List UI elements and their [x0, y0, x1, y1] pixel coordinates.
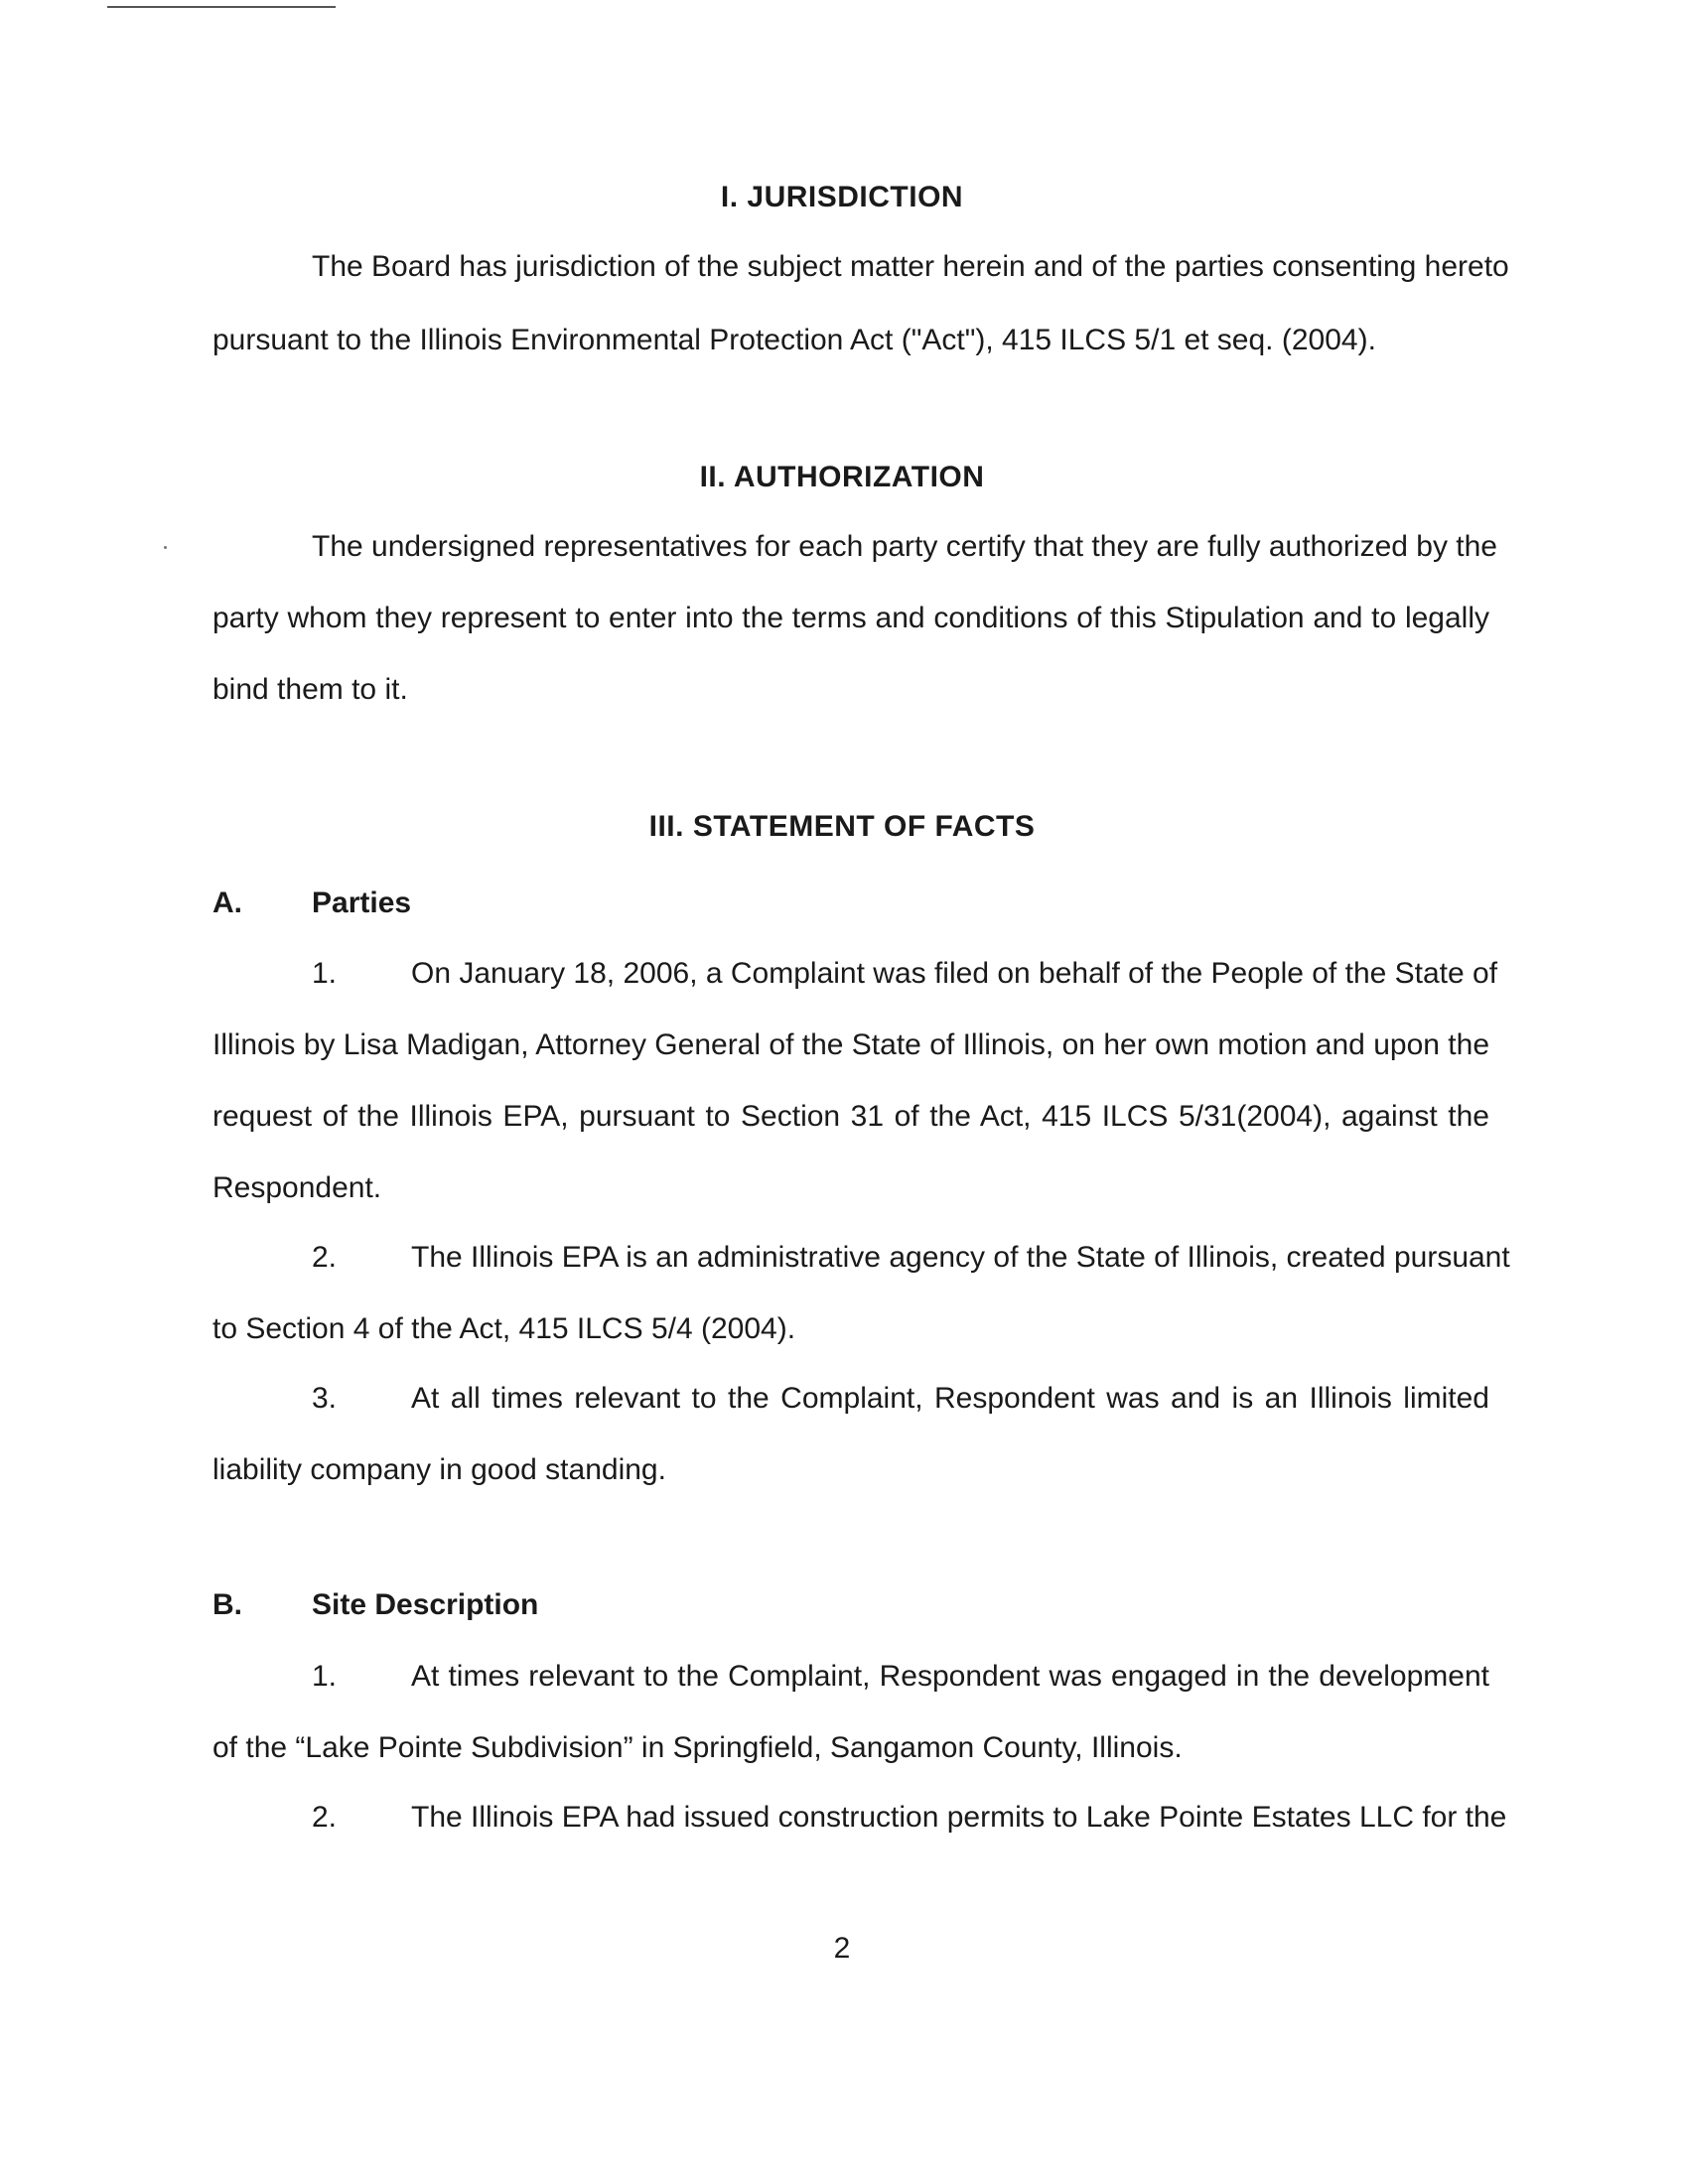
item-text: The Illinois EPA is an administrative agency of the State of Illinois, created pursuant — [411, 1241, 1510, 1274]
parties-item-1-line-4: Respondent. — [212, 1171, 382, 1204]
parties-item-2 — [312, 1241, 1510, 1275]
jurisdiction-line-1: The Board has jurisdiction of the subject matter herein and of the parties consenting hereto — [312, 250, 1509, 283]
item-number: 2. — [312, 1801, 338, 1834]
parties-item-2-line-2: to Section 4 of the Act, 415 ILCS 5/4 (2004). — [212, 1312, 796, 1345]
jurisdiction-line-2: pursuant to the Illinois Environmental Protection Act ("Act"), 415 ILCS 5/1 et seq. (2004). — [212, 324, 1376, 356]
heading-statement-of-facts: III. STATEMENT OF FACTS — [648, 810, 1036, 843]
subheading-parties — [212, 887, 411, 920]
subheading-title: Site Description — [312, 1588, 539, 1621]
page-number: 2 — [833, 1932, 851, 1965]
subheading-letter: A. — [212, 887, 242, 919]
authorization-line-2: party whom they represent to enter into the terms and conditions of this Stipulation and to legally — [212, 602, 1489, 634]
item-text: At times relevant to the Complaint, Respondent was engaged in the development — [411, 1660, 1489, 1693]
item-text: On January 18, 2006, a Complaint was filed on behalf of the People of the State of — [411, 957, 1498, 990]
parties-item-1 — [312, 957, 1498, 991]
subheading-title: Parties — [312, 887, 412, 919]
parties-item-1-line-2: Illinois by Lisa Madigan, Attorney General of the State of Illinois, on her own motion and upon the — [212, 1028, 1489, 1061]
item-number: 1. — [312, 1660, 338, 1693]
authorization-line-1: The undersigned representatives for each party certify that they are fully authorized by the — [312, 530, 1497, 563]
site-item-1-line-2: of the “Lake Pointe Subdivision” in Springfield, Sangamon County, Illinois. — [212, 1731, 1183, 1764]
heading-authorization: II. AUTHORIZATION — [699, 461, 985, 493]
item-number: 3. — [312, 1382, 338, 1415]
scan-artifact-dot — [164, 546, 167, 549]
subheading-letter: B. — [212, 1588, 242, 1621]
heading-jurisdiction: I. JURISDICTION — [720, 181, 964, 213]
authorization-line-3: bind them to it. — [212, 673, 408, 706]
item-text: The Illinois EPA had issued construction permits to Lake Pointe Estates LLC for the — [411, 1801, 1507, 1834]
parties-item-1-line-3: request of the Illinois EPA, pursuant to Section 31 of the Act, 415 ILCS 5/31(2004), against the — [212, 1100, 1489, 1133]
parties-item-3-line-2: liability company in good standing. — [212, 1453, 666, 1486]
item-number: 1. — [312, 957, 338, 990]
site-item-1 — [312, 1660, 1489, 1694]
scan-artifact-line — [107, 6, 336, 8]
parties-item-3 — [312, 1382, 1489, 1416]
item-number: 2. — [312, 1241, 338, 1274]
subheading-site-description — [212, 1588, 538, 1622]
site-item-2 — [312, 1801, 1507, 1835]
item-text: At all times relevant to the Complaint, Respondent was and is an Illinois limited — [411, 1382, 1489, 1415]
